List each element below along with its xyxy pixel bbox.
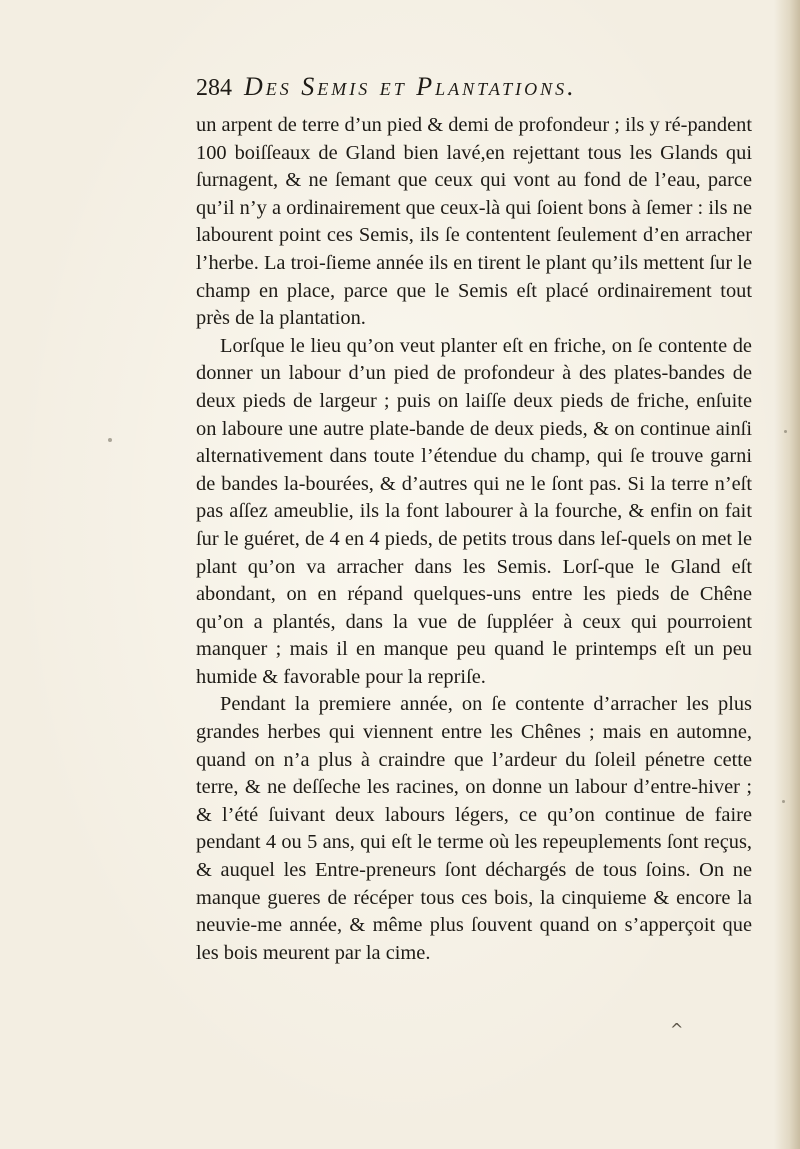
ink-speck [782,800,785,803]
running-title: Des Semis et Plantations. [244,72,577,101]
paragraph-1: un arpent de terre d’un pied & demi de profondeur ; ils y ré-pandent 100 boiſſeaux de Gland bien lavé,en rejettant tous les Glands qui ſurnagent, & ne ſemant que ceux qui vont au fond de l’eau, parce qu’il n’y a ordinairement que ceux-là qui ſoient bons à ſemer : ils ne labourent point ces Semis, ils ſe contentent ſeulement d’en arracher l’herbe. La troi-ſieme année ils en tirent le plant qu’ils mettent ſur le champ en place, parce que le Semis eſt placé ordinairement tout près de la plantation. [196,114,752,330]
running-head [196,72,716,108]
paragraph-3: Pendant la premiere année, on ſe contente d’arracher les plus grandes herbes qui viennent entre les Chênes ; mais en automne, quand on n’a plus à craindre que l’ardeur du ſoleil pénetre cette terre, & ne deſſeche les racines, on donne un labour d’entre-hiver ; & l’été ſuivant deux labours légers, ce qu’on continue de faire pendant 4 ou 5 ans, qui eſt le terme où les repeuplements ſont reçus, & auquel les Entre-preneurs ſont déchargés de tous ſoins. On ne manque gueres de récéper tous ces bois, la cinquieme & encore la neuvie-me année, & même plus ſouvent quand on s’apperçoit que les bois meurent par la cime. [196,693,752,964]
footer-mark: ^ [670,1020,684,1039]
page-number: 284 [196,75,232,101]
ink-speck [108,438,112,442]
page-edge-shadow [774,0,800,1149]
body-text [196,112,752,967]
paragraph-2: Lorſque le lieu qu’on veut planter eſt en friche, on ſe contente de donner un labour d’un pied de profondeur à des plates-bandes de deux pieds de largeur ; puis on laiſſe deux pieds de friche, enſuite on laboure une autre plate-bande de deux pieds, & on continue ainſi alternativement dans toute l’étendue du champ, qui ſe trouve garni de bandes la-bourées, & d’autres qui ne le ſont pas. Si la terre n’eſt pas aſſez ameublie, ils la font labourer à la fourche, & enfin on fait ſur le guéret, de 4 en 4 pieds, de petits trous dans leſ-quels on met le plant qu’on va arracher dans les Semis. Lorſ-que le Gland eſt abondant, on en répand quelques-uns entre les pieds de Chêne qu’on a plantés, dans la vue de ſuppléer à ceux qui pourroient manquer ; mais il en manque peu quand le printemps eſt un peu humide & favorable pour la repriſe. [196,334,752,688]
ink-speck [784,430,787,433]
